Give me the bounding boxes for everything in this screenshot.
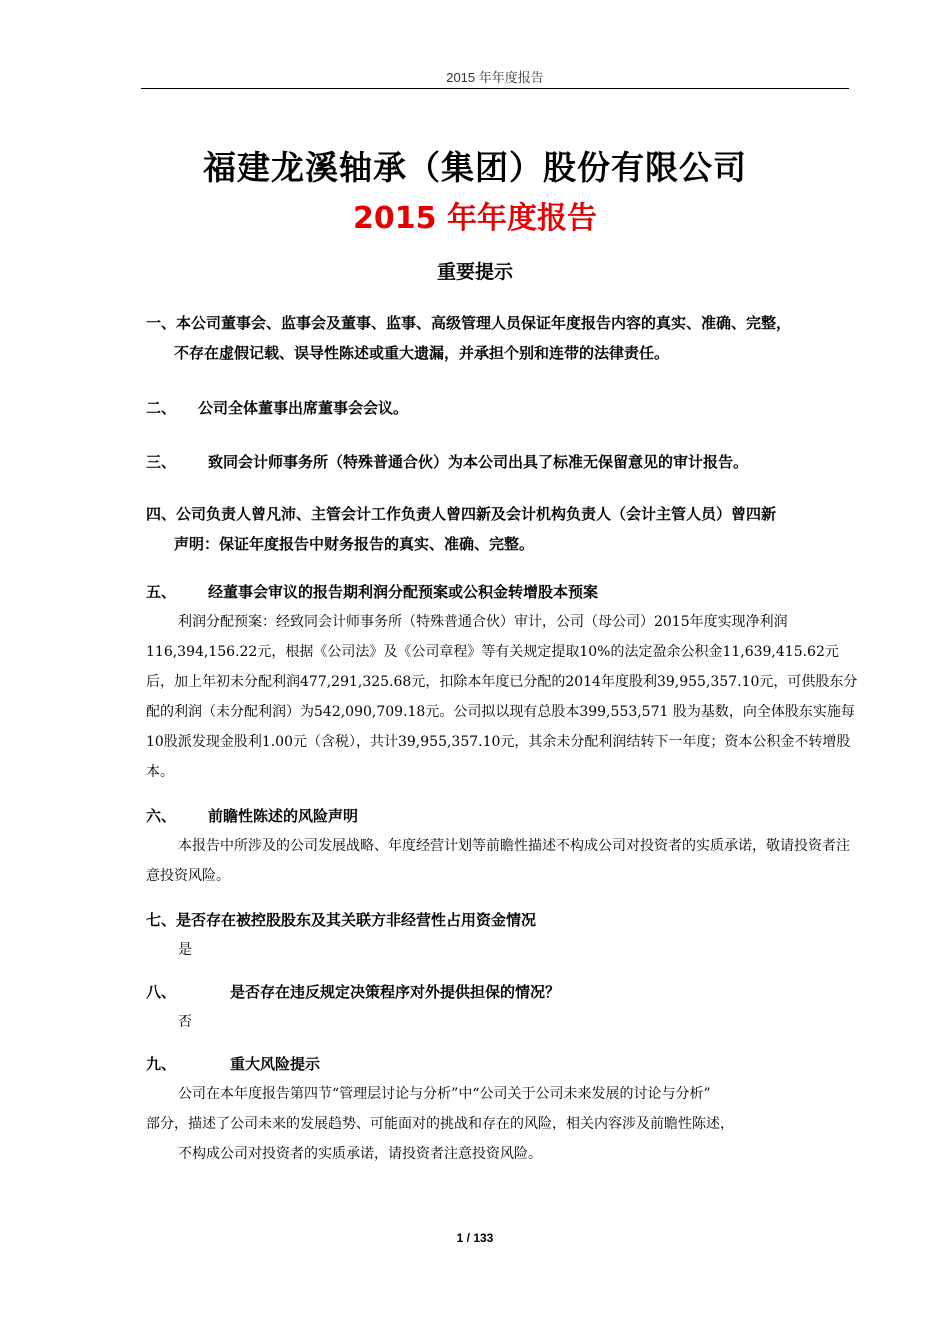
company-title: 福建龙溪轴承（集团）股份有限公司: [203, 148, 747, 187]
risk-line-2: 部分，描述了公司未来的发展趋势、可能面对的挑战和存在的风险，相关内容涉及前瞻性陈述，: [146, 1116, 734, 1132]
item-number: 九、: [146, 1055, 177, 1073]
item-head-line1: 公司负责人曾凡沛、主管会计工作负责人曾四新及会计机构负责人（会计主管人员）曾四新: [176, 505, 777, 523]
item-number: 七、: [146, 911, 177, 929]
notice-item-5: [146, 577, 858, 787]
item-head: 公司全体董事出席董事会会议。: [198, 399, 409, 417]
risk-line-3: 不构成公司对投资者的实质承诺，请投资者注意投资风险。: [178, 1146, 542, 1162]
item-head-line1: 本公司董事会、监事会及董事、监事、高级管理人员保证年度报告内容的真实、准确、完整，: [176, 314, 792, 332]
profit-distribution-plan: 利润分配预案：经致同会计师事务所（特殊普通合伙）审计，公司（母公司）2015年度实现净利润116,394,156.22元，根据《公司法》及《公司章程》等有关规定提取10%的法定盈余公积金11,639,415.62元后，加上年初未分配利润477,291,325.68元，扣除本年度已分配的2014年度股利39,955,357.10元，可供股东分配的利润（未分配利润）为542,090,709.18元。公司拟以现有总股本399,553,571 股为基数，向全体股东实施每10股派发现金股利1.00元（含税），共计39,955,357.10元，其余未分配利润结转下一年度；资本公积金不转增股本。: [146, 614, 858, 780]
page-number: 1 / 133: [456, 1231, 494, 1245]
risk-line-1: 公司在本年度报告第四节“管理层讨论与分析”中“公司关于公司未来发展的讨论与分析”: [178, 1086, 711, 1102]
notice-item-4: [146, 499, 858, 559]
notice-item-8: [146, 977, 858, 1037]
item-head-line2: 声明：保证年度报告中财务报告的真实、准确、完整。: [174, 535, 535, 553]
running-header: 2015 年年度报告: [446, 70, 544, 85]
item-number: 二、: [146, 399, 177, 417]
item-head: 重大风险提示: [230, 1055, 321, 1073]
item-head: 前瞻性陈述的风险声明: [208, 807, 359, 825]
item-number: 四、: [146, 505, 177, 523]
item-head-line2: 不存在虚假记载、误导性陈述或重大遗漏，并承担个别和连带的法律责任。: [174, 344, 670, 362]
item-head: 是否存在被控股股东及其关联方非经营性占用资金情况: [176, 911, 537, 929]
answer-value: 是: [178, 942, 192, 958]
item-number: 一、: [146, 314, 177, 332]
forward-looking-statement: 本报告中所涉及的公司发展战略、年度经营计划等前瞻性描述不构成公司对投资者的实质承诺，敬请投资者注意投资风险。: [146, 838, 850, 884]
major-risk-text: [146, 1079, 858, 1169]
notice-item-7: [146, 905, 858, 965]
header-rule: [141, 88, 849, 89]
item-number: 五、: [146, 583, 177, 601]
item-head: 是否存在违反规定决策程序对外提供担保的情况？: [230, 983, 561, 1001]
notice-item-1: [146, 308, 858, 368]
important-notice-list: [146, 308, 858, 1169]
item-head: 致同会计师事务所（特殊普通合伙）为本公司出具了标准无保留意见的审计报告。: [208, 453, 749, 471]
item-number: 三、: [146, 453, 177, 471]
item-head: 经董事会审议的报告期利润分配预案或公积金转增股本预案: [208, 583, 599, 601]
notice-item-9: [146, 1049, 858, 1169]
notice-item-3: [146, 447, 858, 477]
item-number: 六、: [146, 807, 177, 825]
item-number: 八、: [146, 983, 177, 1001]
notice-item-6: [146, 801, 858, 891]
answer-value: 否: [178, 1014, 192, 1030]
report-title: 2015 年年度报告: [353, 201, 597, 236]
notice-item-2: [146, 393, 858, 423]
section-heading: 重要提示: [436, 261, 513, 283]
